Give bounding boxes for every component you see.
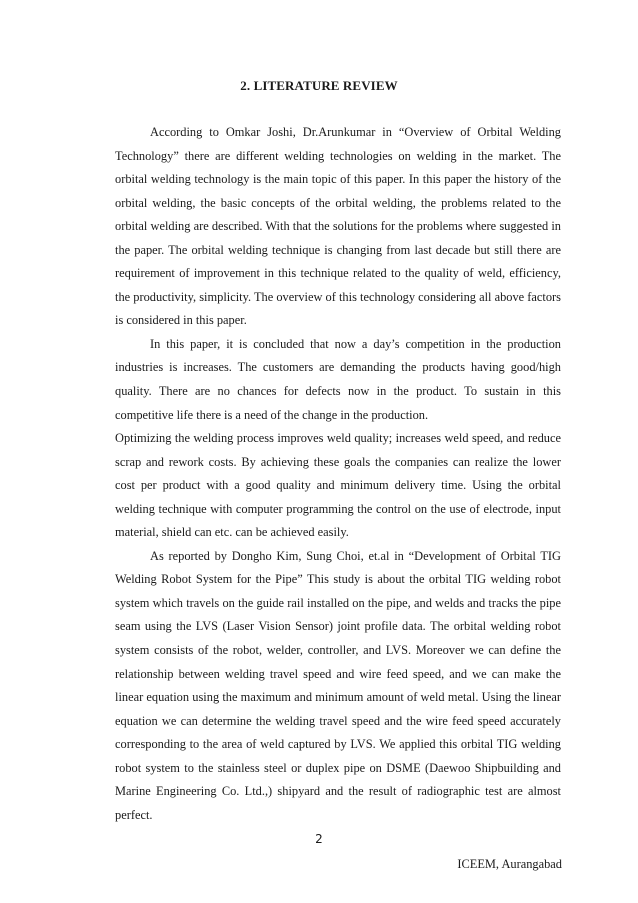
section-heading: 2. LITERATURE REVIEW	[240, 78, 398, 93]
paragraph-conclusion: In this paper, it is concluded that now a day’s competition in the production industries is increases. The customers are demanding the products having good/high quality. There are no chances for defects now in the product. To sustain in this competitive life there is a need of the change in the production.	[115, 336, 561, 422]
paragraph-kim-review: As reported by Dongho Kim, Sung Choi, et.al in “Development of Orbital TIG Welding Robot System for the Pipe” This study is about the orbital TIG welding robot system which travels on the guide rail installed on the pipe, and welds and tracks the pipe seam using the LVS (Laser Vision Sensor) joint profile data. The orbital welding robot system consists of the robot, welder, controller, and LVS. Moreover we can define the relationship between welding travel speed and wire feed speed, and we can make the linear equation using the maximum and minimum amount of weld metal. Using the linear equation we can determine the welding travel speed and the wire feed speed accurately corresponding to the area of weld captured by LVS. We applied this orbital TIG welding robot system to the stainless steel or duplex pipe on DSME (Daewoo Shipbuilding and Marine Engineering Co. Ltd.,) shipyard and the result of radiographic test are almost perfect.	[115, 548, 561, 822]
body-text	[115, 121, 561, 827]
footer-text: ICEEM, Aurangabad	[457, 857, 562, 871]
paragraph-joshi-review: According to Omkar Joshi, Dr.Arunkumar in “Overview of Orbital Welding Technology” there are different welding technologies on welding in the market. The orbital welding technology is the main topic of this paper. In this paper the history of the orbital welding, the basic concepts of the orbital welding, the problems related to the orbital welding are described. With that the solutions for the problems where suggested in the paper. The orbital welding technique is changing from last decade but still there are requirement of improvement in this technique related to the quality of weld, efficiency, the productivity, simplicity. The overview of this technology considering all above factors is considered in this paper.	[115, 125, 561, 328]
paragraph-optimizing: Optimizing the welding process improves weld quality; increases weld speed, and reduce scrap and rework costs. By achieving these goals the companies can realize the lower cost per product with a good quality and minimum delivery time. Using the orbital welding technique with computer programming the control on the use of electrode, input material, shield can etc. can be achieved easily.	[115, 431, 561, 540]
page-number: 2	[315, 832, 323, 846]
